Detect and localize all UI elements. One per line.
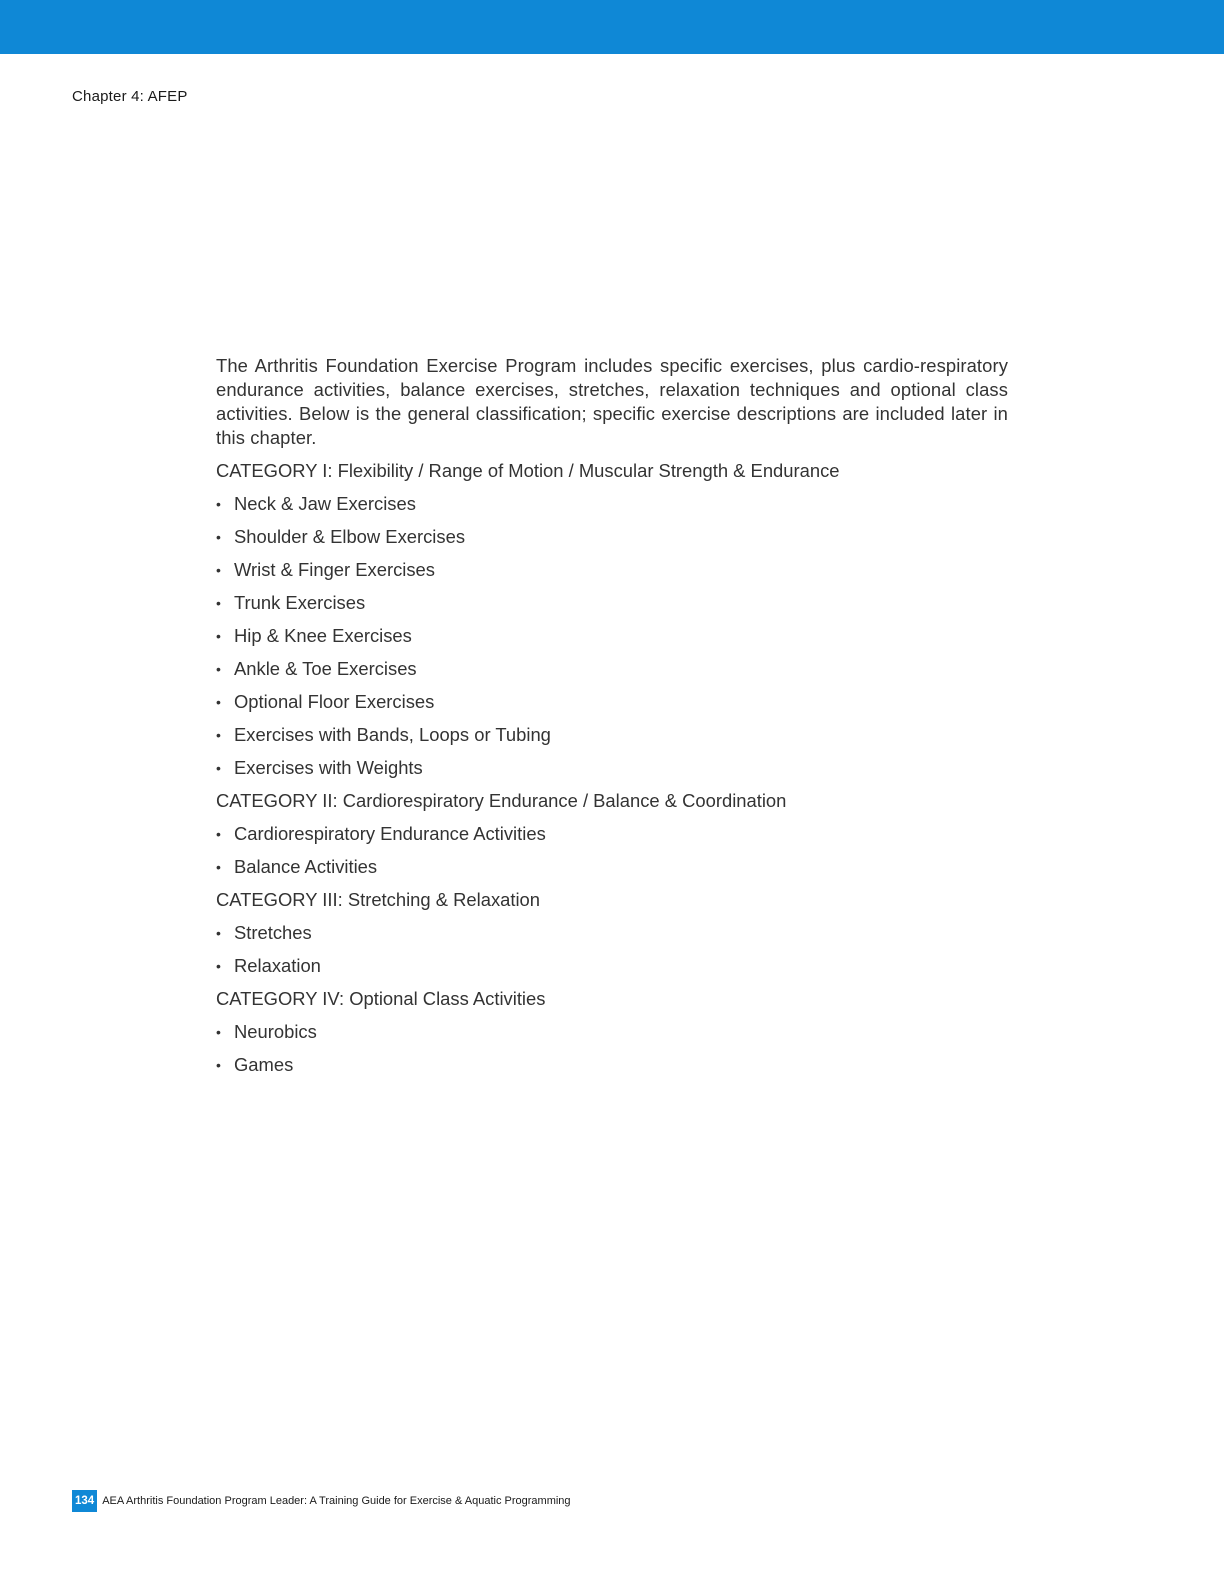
category-list xyxy=(216,921,1008,978)
category-heading: CATEGORY I: Flexibility / Range of Motion / Muscular Strength & Endurance xyxy=(216,460,840,481)
bullet-icon: • xyxy=(216,859,221,875)
bullet-icon: • xyxy=(216,496,221,512)
list-item-label: Wrist & Finger Exercises xyxy=(234,559,435,580)
page-number: 134 xyxy=(72,1490,97,1512)
list-item-label: Shoulder & Elbow Exercises xyxy=(234,526,466,547)
category-section xyxy=(216,987,1008,1077)
list-item-label: Exercises with Bands, Loops or Tubing xyxy=(234,724,551,745)
category-heading: CATEGORY IV: Optional Class Activities xyxy=(216,988,546,1009)
bullet-icon: • xyxy=(216,760,221,776)
list-item xyxy=(216,822,1008,846)
page-footer xyxy=(72,1490,571,1512)
category-list xyxy=(216,492,1008,780)
list-item xyxy=(216,525,1008,549)
bullet-icon: • xyxy=(216,628,221,644)
list-item xyxy=(216,1020,1008,1044)
bullet-icon: • xyxy=(216,595,221,611)
list-item xyxy=(216,690,1008,714)
category-heading: CATEGORY II: Cardiorespiratory Endurance / Balance & Coordination xyxy=(216,790,787,811)
list-item-label: Neck & Jaw Exercises xyxy=(234,493,416,514)
list-item xyxy=(216,558,1008,582)
list-item-label: Games xyxy=(234,1054,294,1075)
category-list xyxy=(216,822,1008,879)
bullet-icon: • xyxy=(216,727,221,743)
page-content xyxy=(216,354,1008,1077)
category-section xyxy=(216,888,1008,978)
list-item xyxy=(216,855,1008,879)
list-item xyxy=(216,756,1008,780)
header-band xyxy=(0,0,1224,54)
list-item xyxy=(216,954,1008,978)
list-item-label: Ankle & Toe Exercises xyxy=(234,658,417,679)
list-item-label: Optional Floor Exercises xyxy=(234,691,435,712)
category-heading: CATEGORY III: Stretching & Relaxation xyxy=(216,889,541,910)
bullet-icon: • xyxy=(216,562,221,578)
category-list xyxy=(216,1020,1008,1077)
list-item-label: Balance Activities xyxy=(234,856,378,877)
bullet-icon: • xyxy=(216,529,221,545)
list-item-label: Neurobics xyxy=(234,1021,317,1042)
bullet-icon: • xyxy=(216,925,221,941)
list-item-label: Relaxation xyxy=(234,955,321,976)
bullet-icon: • xyxy=(216,1024,221,1040)
list-item-label: Trunk Exercises xyxy=(234,592,366,613)
intro-paragraph: The Arthritis Foundation Exercise Program includes specific exercises, plus cardio-respiratory endurance activities, balance exercises, stretches, relaxation techniques and optional class activities. Below is the general classification; specific exercise descriptions are included later in this chapter. xyxy=(216,355,1008,448)
list-item xyxy=(216,591,1008,615)
bullet-icon: • xyxy=(216,694,221,710)
list-item-label: Exercises with Weights xyxy=(234,757,423,778)
bullet-icon: • xyxy=(216,1057,221,1073)
list-item xyxy=(216,723,1008,747)
bullet-icon: • xyxy=(216,826,221,842)
category-section xyxy=(216,459,1008,780)
list-item-label: Stretches xyxy=(234,922,312,943)
list-item xyxy=(216,657,1008,681)
list-item-label: Cardiorespiratory Endurance Activities xyxy=(234,823,546,844)
bullet-icon: • xyxy=(216,958,221,974)
bullet-icon: • xyxy=(216,661,221,677)
chapter-running-head: Chapter 4: AFEP xyxy=(72,88,188,105)
category-section xyxy=(216,789,1008,879)
list-item xyxy=(216,624,1008,648)
list-item xyxy=(216,492,1008,516)
list-item xyxy=(216,921,1008,945)
footer-title: AEA Arthritis Foundation Program Leader: A Training Guide for Exercise & Aquatic Programming xyxy=(102,1495,571,1507)
list-item-label: Hip & Knee Exercises xyxy=(234,625,412,646)
list-item xyxy=(216,1053,1008,1077)
